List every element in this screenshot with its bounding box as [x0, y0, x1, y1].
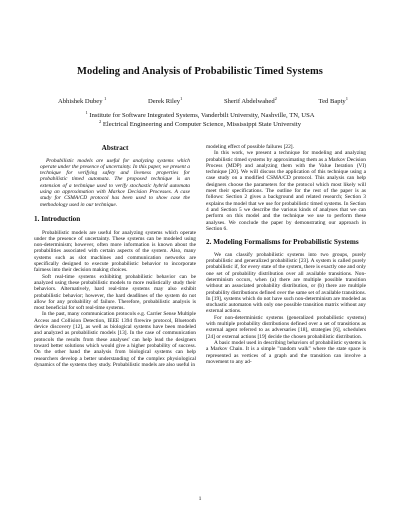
abstract-text: Probabilistic models are useful for analyzing systems which operate under the presence of uncertainty. In this paper, we present a technique for verifying safety and liveness properties for probabilistic timed automata. The proposed technique is an extension of a technique used to verify stochastic hybrid automata using an approximation with Markov Decision Processes. A case study for CSMA/CD protocol has been used to show case the methodology used in our technique. — [40, 157, 190, 208]
author — [319, 96, 348, 105]
author-affil-mark: 1 — [104, 96, 107, 101]
paragraph: In the past, many communication protocols e.g. Carrier Sense Multiple Access and Collision Detection, IEEE 1394 firewire protocol, Bluetooth device discovery [12], as well as biological systems have been modeled and analyzed as probabilistic models [13]. In the case of communication protocols the results from these analyses' can help lead the designers toward better solutions which would give a higher probability of success. On the other hand the analysis from biological systems can help researchers develop a better understanding of the complex physiological dynamics of the systems they study. Probabilistic models are also useful in — [34, 311, 196, 368]
author-name: Abhishek Dubey — [58, 98, 103, 106]
affiliation-mark: 1 — [85, 110, 88, 115]
affiliation — [0, 110, 400, 119]
paper-title: Modeling and Analysis of Probabilistic Timed Systems — [77, 66, 323, 77]
paragraph: Probabilistic models are useful for analyzing systems which operate under the presence of uncertainty. These systems can be modeled using non-determinism; however, often more information is known about the probabilities associated with certain aspects of the system. Also, many systems such as slot machines and communication networks are specifically designed to execute probabilistic behavior to incorporate fairness into their decision making choices. — [34, 229, 196, 274]
paragraph: Soft real-time systems exhibiting probabilistic behavior can be analyzed using these probabilistic models to more realistically study their behaviors. Alternatively, hard real-time systems may also exhibit probabilistic behavior; however, the hard deadlines of the system do not allow for any probability of failure. Therefore, probabilistic analysis is most beneficial for soft real-time systems. — [34, 273, 196, 312]
section-heading: 1. Introduction — [34, 214, 81, 223]
author — [224, 96, 277, 105]
page-number: 1 — [198, 496, 202, 502]
left-column — [34, 144, 196, 368]
paragraph: In this work, we present a technique for modeling and analyzing probabilistic timed systems by approximating them as a Markov Decision Process (MDP) and analyzing them with the Value Iteration (VI) technique [20]. We will discuss the application of this technique using a case study on a modified CSMA/CD protocol. This analysis can help designers choose the parameters for the protocol which most likely will meet their specifications. The outline for the rest of the paper is as follows: Section 2 gives a background and related research; Section 3 explains the model that we use for probabilistic timed systems. In Section 4 and Section 5 we describe the various kinds of analyses that we can perform on this model and the technique we use to perform these analyses. We conclude the paper by demonstrating our approach in Section 6. — [206, 150, 366, 232]
author-affil-mark: 1 — [180, 96, 183, 101]
affiliation-mark: 2 — [98, 119, 102, 124]
abstract — [40, 158, 190, 208]
right-column — [206, 144, 366, 365]
paragraph: We can classify probabilistic systems into two groups, purely probabilistic and generalized probabilistic [23]. A system is called purely probabilistic if, for every state of the system, there is exactly one and only one set of probability distribution over all available transitions. Non-determinism occurs, when (a) there are multiple possible transition without an associated probability distribution, or (b) there are multiple probability distributions defined over the same set of available transitions. In [19], systems which do not have such non-determinism are modeled as stochastic automaton with only one possible transition matrix without any external actions. — [206, 251, 366, 315]
affiliation-text: Electrical Engineering and Computer Science, Mississippi State University — [102, 121, 302, 129]
author-name: Derek Riley — [148, 98, 181, 106]
author-affil-mark: 1 — [345, 96, 348, 101]
author-name: Sherif Abdelwahed — [223, 98, 275, 106]
paragraph: A basic model used in describing behaviors of probabilistic systems is a Markov Chain. It is a simple "random walk" where the state space is represented as vertices of a graph and the transition can involve a movement to any ad- — [206, 339, 366, 365]
author — [148, 96, 182, 105]
affiliation — [0, 119, 400, 128]
affiliation-text: Institute for Software Integrated Systems, Vanderbilt University, Nashville, TN, USA — [89, 112, 315, 120]
paragraph: For non-deterministic systems (generalized probabilistic systems) with multiple probability distributions defined over a set of transitions as external agent referred to as adversaries [18], strategies [6], schedulers [24] or external actions [19] decide the chosen probabilistic distribution. — [206, 314, 366, 340]
author-affil-mark: 2 — [274, 96, 277, 101]
author-name: Ted Bapty — [318, 98, 346, 106]
author-list — [58, 96, 348, 105]
paragraph: modeling effect of possible failures [22]. — [206, 144, 294, 150]
author — [58, 96, 106, 105]
abstract-heading: Abstract — [101, 144, 129, 152]
section-heading: 2. Modeling Formalisms for Probabilistic Systems — [206, 238, 359, 247]
